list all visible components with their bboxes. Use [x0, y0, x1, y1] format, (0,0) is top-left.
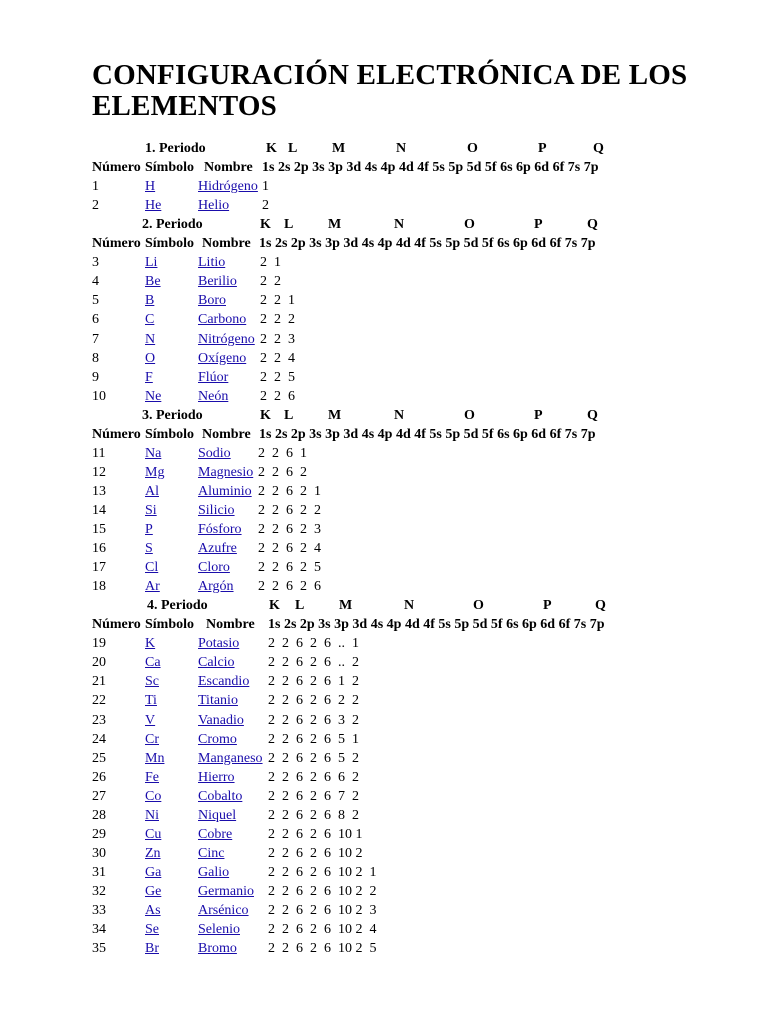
shell-label: M [328, 217, 342, 233]
element-name-link[interactable]: Argón [198, 579, 234, 595]
electron-configuration: 2 2 6 2 6 10 2 [268, 845, 363, 861]
electron-configuration: 2 2 1 [260, 293, 295, 309]
electron-configuration: 2 2 6 2 6 [258, 579, 321, 595]
element-symbol-link[interactable]: Ni [145, 807, 159, 823]
electron-configuration: 2 2 6 [260, 388, 295, 404]
atomic-number: 30 [92, 845, 106, 861]
electron-configuration: 2 2 6 2 3 [258, 522, 321, 537]
atomic-number: 35 [92, 941, 106, 957]
shell-label: N [404, 598, 415, 614]
electron-configuration: 2 2 6 2 6 10 2 2 [268, 883, 377, 899]
electron-configuration: 2 2 6 2 1 [258, 483, 321, 499]
electron-configuration: 2 [262, 198, 269, 214]
element-name-link[interactable]: Nitrógeno [198, 331, 255, 347]
electron-configuration: 2 2 6 2 6 7 2 [268, 788, 359, 804]
header-orbitals: 1s 2s 2p 3s 3p 3d 4s 4p 4d 4f 5s 5p 5d 5f 6s 6p 6d 6f 7s 7p [259, 426, 596, 442]
atomic-number: 20 [92, 655, 106, 671]
electron-configuration: 2 1 [260, 255, 281, 271]
electron-configuration: 2 2 6 2 6 10 2 5 [268, 941, 377, 957]
element-name-link[interactable]: Berilio [198, 274, 237, 290]
atomic-number: 5 [92, 293, 99, 309]
atomic-number: 1 [92, 179, 99, 195]
element-name-link[interactable]: Flúor [198, 369, 229, 385]
electron-configuration: 2 2 6 2 4 [258, 541, 321, 557]
electron-configuration: 2 2 6 2 6 10 2 4 [268, 922, 377, 938]
element-name-link[interactable]: Silicio [198, 502, 235, 518]
shell-label: M [339, 598, 353, 614]
shell-label: N [394, 407, 405, 423]
atomic-number: 11 [92, 445, 106, 461]
element-symbol-link[interactable]: Fe [145, 769, 159, 785]
element-name-link[interactable]: Cloro [198, 560, 230, 576]
electron-configuration: 2 2 6 2 6 1 2 [268, 674, 359, 690]
element-name-link[interactable]: Selenio [198, 922, 240, 938]
atomic-number: 4 [92, 274, 99, 290]
electron-configuration: 2 2 6 2 2 [258, 502, 321, 518]
atomic-number: 10 [92, 388, 106, 404]
element-symbol-link[interactable]: Sc [145, 674, 159, 690]
header-symbol: Símbolo [145, 160, 195, 176]
header-orbitals: 1s 2s 2p 3s 3p 3d 4s 4p 4d 4f 5s 5p 5d 5f 6s 6p 6d 6f 7s 7p [262, 160, 599, 176]
shell-label: P [538, 141, 547, 156]
atomic-number: 8 [92, 350, 99, 366]
atomic-number: 21 [92, 674, 106, 690]
shell-label: N [396, 141, 407, 156]
element-symbol-link[interactable]: N [145, 331, 156, 347]
header-name: Nombre [206, 617, 255, 633]
element-name-link[interactable]: Oxígeno [198, 350, 247, 366]
electron-configuration: 2 2 6 2 6 6 2 [268, 769, 359, 785]
header-orbitals: 1s 2s 2p 3s 3p 3d 4s 4p 4d 4f 5s 5p 5d 5f 6s 6p 6d 6f 7s 7p [268, 617, 605, 633]
header-symbol: Símbolo [145, 236, 195, 252]
shell-label: Q [587, 407, 598, 423]
element-name-link[interactable]: Magnesio [198, 464, 254, 480]
element-name-link[interactable]: Bromo [198, 941, 237, 957]
element-symbol-link[interactable]: P [145, 522, 153, 537]
shell-label: O [467, 141, 478, 156]
element-symbol-link[interactable]: S [145, 541, 153, 557]
electron-configuration: 2 2 6 2 6 .. 1 [268, 636, 359, 652]
atomic-number: 14 [92, 502, 106, 518]
shell-label: L [288, 141, 298, 156]
element-symbol-link[interactable]: Ti [145, 693, 157, 709]
shell-label: M [328, 407, 342, 423]
electron-configuration: 2 2 6 1 [258, 445, 307, 461]
electron-configuration: 2 2 6 2 6 .. 2 [268, 655, 359, 671]
header-symbol: Símbolo [145, 617, 195, 633]
element-symbol-link[interactable]: Al [145, 483, 159, 499]
atomic-number: 33 [92, 903, 106, 918]
element-symbol-link[interactable]: As [145, 903, 161, 918]
shell-label: O [464, 407, 475, 423]
header-name: Nombre [202, 236, 251, 252]
page-title: CONFIGURACIÓN ELECTRÓNICA DE LOS ELEMENTOS [92, 59, 688, 122]
element-name-link[interactable]: Arsénico [198, 903, 249, 918]
electron-configuration: 2 2 6 2 6 3 2 [268, 712, 359, 728]
electron-configuration: 2 2 6 2 5 [258, 560, 321, 576]
shell-label: P [534, 217, 543, 233]
element-symbol-link[interactable]: Co [145, 788, 162, 804]
electron-configuration: 1 [262, 179, 269, 195]
atomic-number: 2 [92, 198, 99, 214]
element-name-link[interactable]: Germanio [198, 883, 254, 899]
element-symbol-link[interactable]: He [145, 198, 162, 214]
element-name-link[interactable]: Calcio [198, 655, 235, 671]
element-name-link[interactable]: Titanio [198, 693, 238, 709]
electron-configuration: 2 2 6 2 6 5 1 [268, 731, 359, 747]
element-name-link[interactable]: Boro [198, 293, 226, 309]
element-symbol-link[interactable]: C [145, 312, 155, 328]
atomic-number: 9 [92, 369, 99, 385]
element-symbol-link[interactable]: Zn [145, 845, 161, 861]
element-symbol-link[interactable]: Se [145, 922, 159, 938]
shell-label: L [284, 217, 294, 233]
element-symbol-link[interactable]: Ar [145, 579, 160, 595]
element-symbol-link[interactable]: Si [145, 502, 157, 518]
electron-configuration: 2 2 6 2 6 5 2 [268, 750, 359, 766]
header-number: Número [92, 426, 141, 442]
element-symbol-link[interactable]: Br [145, 941, 159, 957]
element-name-link[interactable]: Neón [198, 388, 229, 404]
atomic-number: 3 [92, 255, 99, 271]
element-name-link[interactable]: Escandio [198, 674, 250, 690]
atomic-number: 18 [92, 579, 106, 595]
shell-label: L [284, 407, 294, 423]
element-symbol-link[interactable]: Cl [145, 560, 159, 576]
atomic-number: 31 [92, 864, 106, 880]
atomic-number: 7 [92, 331, 99, 347]
element-name-link[interactable]: Cinc [198, 845, 225, 861]
atomic-number: 26 [92, 769, 106, 785]
element-symbol-link[interactable]: H [145, 179, 156, 195]
electron-configuration: 2 2 5 [260, 369, 295, 385]
period-label: 4. Periodo [147, 598, 208, 614]
element-symbol-link[interactable]: Na [145, 445, 162, 461]
element-symbol-link[interactable]: Ge [145, 883, 162, 899]
shell-label: K [266, 141, 277, 156]
atomic-number: 12 [92, 464, 106, 480]
element-symbol-link[interactable]: V [145, 712, 156, 728]
electron-configuration: 2 2 6 2 6 10 2 1 [268, 864, 377, 880]
element-symbol-link[interactable]: Ga [145, 864, 162, 880]
element-name-link[interactable]: Vanadio [198, 712, 244, 728]
electron-configuration: 2 2 6 2 6 8 2 [268, 807, 359, 823]
header-symbol: Símbolo [145, 426, 195, 442]
electron-configuration: 2 2 4 [260, 350, 295, 366]
element-symbol-link[interactable]: Mg [145, 464, 165, 480]
electron-configuration: 2 2 6 2 6 10 2 3 [268, 903, 377, 918]
atomic-number: 22 [92, 693, 106, 709]
element-name-link[interactable]: Aluminio [198, 483, 252, 499]
element-symbol-link[interactable]: O [145, 350, 156, 366]
atomic-number: 29 [92, 826, 106, 842]
atomic-number: 23 [92, 712, 106, 728]
shell-label: Q [587, 217, 598, 233]
element-name-link[interactable]: Litio [198, 255, 226, 271]
element-symbol-link[interactable]: Li [145, 255, 158, 271]
element-symbol-link[interactable]: Be [145, 274, 161, 290]
period-label: 2. Periodo [142, 217, 203, 233]
atomic-number: 32 [92, 883, 106, 899]
period-label: 1. Periodo [145, 141, 206, 156]
atomic-number: 15 [92, 522, 106, 537]
header-name: Nombre [204, 160, 253, 176]
atomic-number: 27 [92, 788, 106, 804]
element-name-link[interactable]: Cromo [198, 731, 237, 747]
shell-label: P [543, 598, 552, 614]
element-name-link[interactable]: Cobre [198, 826, 233, 842]
element-symbol-link[interactable]: Mn [145, 750, 165, 766]
shell-label: O [473, 598, 484, 614]
atomic-number: 34 [92, 922, 106, 938]
element-name-link[interactable]: Azufre [198, 541, 237, 557]
header-orbitals: 1s 2s 2p 3s 3p 3d 4s 4p 4d 4f 5s 5p 5d 5f 6s 6p 6d 6f 7s 7p [259, 236, 596, 252]
atomic-number: 25 [92, 750, 106, 766]
shell-label: Q [593, 141, 604, 156]
element-symbol-link[interactable]: K [145, 636, 156, 652]
element-name-link[interactable]: Hidrógeno [198, 179, 258, 195]
shell-label: P [534, 407, 543, 423]
electron-configuration: 2 2 [260, 274, 281, 290]
period-label: 3. Periodo [142, 407, 203, 423]
element-name-link[interactable]: Potasio [198, 636, 240, 652]
element-name-link[interactable]: Fósforo [198, 522, 242, 537]
atomic-number: 28 [92, 807, 106, 823]
shell-label: M [332, 141, 346, 156]
shell-label: K [269, 598, 280, 614]
atomic-number: 16 [92, 541, 106, 557]
header-number: Número [92, 160, 141, 176]
shell-label: K [260, 217, 271, 233]
element-symbol-link[interactable]: Ne [145, 388, 162, 404]
shell-label: K [260, 407, 271, 423]
shell-label: N [394, 217, 405, 233]
atomic-number: 13 [92, 483, 106, 499]
element-symbol-link[interactable]: F [145, 369, 153, 385]
element-name-link[interactable]: Cobalto [198, 788, 243, 804]
shell-label: O [464, 217, 475, 233]
element-symbol-link[interactable]: Cr [145, 731, 159, 747]
shell-label: Q [595, 598, 606, 614]
header-name: Nombre [202, 426, 251, 442]
element-name-link[interactable]: Hierro [198, 769, 235, 785]
element-symbol-link[interactable]: B [145, 293, 155, 309]
header-number: Número [92, 617, 141, 633]
element-name-link[interactable]: Carbono [198, 312, 247, 328]
electron-configuration: 2 2 6 2 [258, 464, 307, 480]
electron-configuration: 2 2 3 [260, 331, 295, 347]
element-name-link[interactable]: Helio [198, 198, 230, 214]
element-name-link[interactable]: Manganeso [198, 750, 263, 766]
atomic-number: 19 [92, 636, 106, 652]
electron-configuration: 2 2 6 2 6 2 2 [268, 693, 359, 709]
header-number: Número [92, 236, 141, 252]
electron-configuration: 2 2 6 2 6 10 1 [268, 826, 363, 842]
atomic-number: 24 [92, 731, 106, 747]
element-name-link[interactable]: Niquel [198, 807, 237, 823]
element-name-link[interactable]: Sodio [198, 445, 231, 461]
electron-configuration: 2 2 2 [260, 312, 295, 328]
shell-label: L [295, 598, 305, 614]
element-symbol-link[interactable]: Cu [145, 826, 162, 842]
element-symbol-link[interactable]: Ca [145, 655, 161, 671]
element-name-link[interactable]: Galio [198, 864, 230, 880]
atomic-number: 6 [92, 312, 99, 328]
atomic-number: 17 [92, 560, 106, 576]
